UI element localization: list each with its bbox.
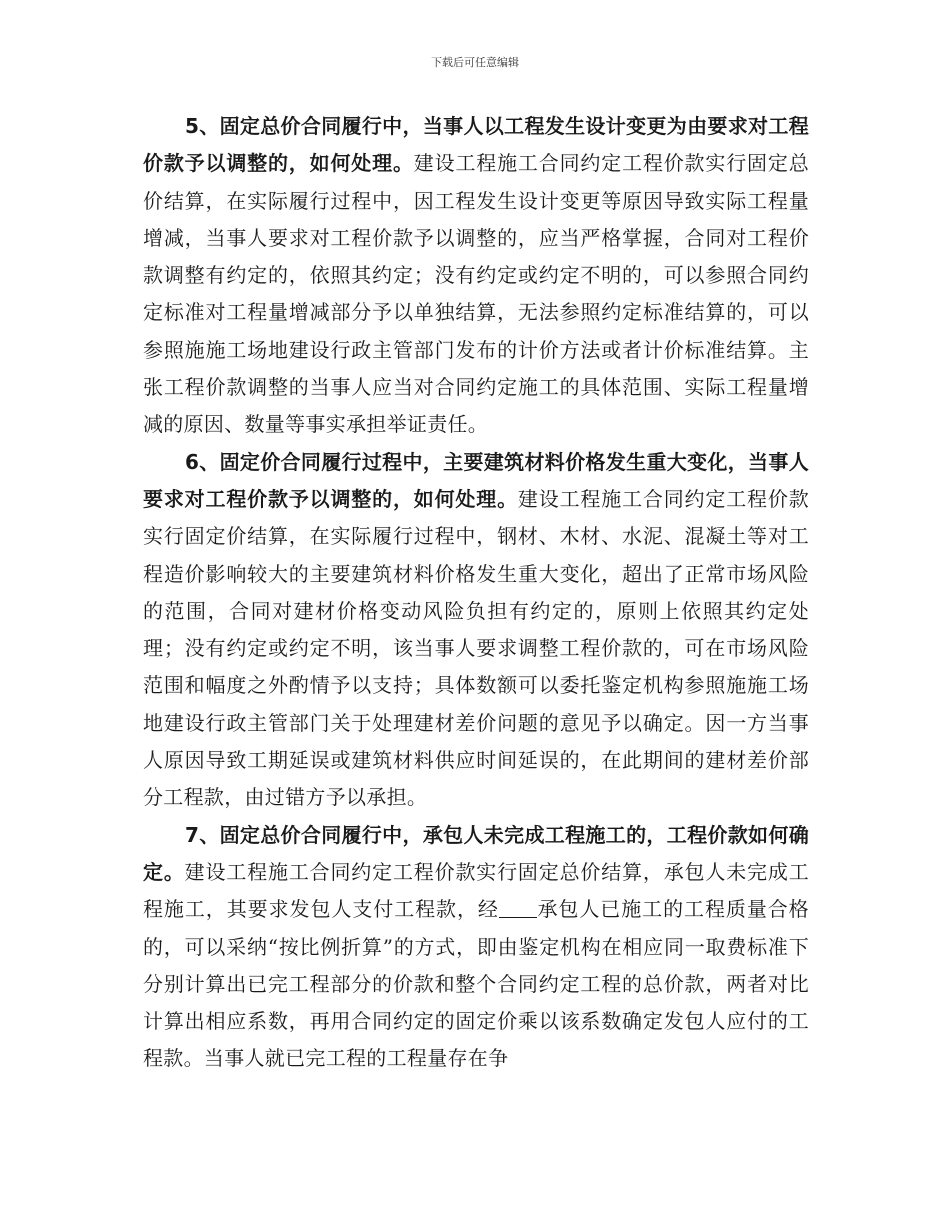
- paragraph-section-7: [143, 817, 809, 1078]
- document-body: [143, 108, 809, 1078]
- section-7-heading: 7、固定总价合同履行中，承包人未完成工程施工的，工程价款如何确定。: [143, 822, 809, 884]
- section-7-body-part-2: 承包人已施工的工程质量合格的，可以采纳“按比例折算”的方式，即由鉴定机构在相应同一取费标准下分别计算出已完工程部分的价款和整个合同约定工程的总价款，两者对比计算出相应系数，再用合同约定的固定价乘以该系数确定发包人应付的工程款。当事人就已完工程的工程量存在争: [143, 897, 809, 1071]
- section-6-heading: 6、固定价合同履行过程中，主要建筑材料价格发生重大变化，当事人要求对工程价款予以调整的，如何处理。: [143, 449, 809, 511]
- page-header: 下载后可任意编辑: [431, 56, 519, 69]
- section-7-body-part-1: 建设工程施工合同约定工程价款实行固定总价结算，承包人未完成工程施工，其要求发包人支付工程款，经: [143, 859, 810, 922]
- section-6-body: 建设工程施工合同约定工程价款实行固定价结算，在实际履行过程中，钢材、木材、水泥、混凝土等对工程造价影响较大的主要建筑材料价格发生重大变化，超出了正常市场风险的范围，合同对建材价格变动风险负担有约定的，原则上依照其约定处理；没有约定或约定不明，该当事人要求调整工程价款的，可在市场风险范围和幅度之外酌情予以支持；具体数额可以委托鉴定机构参照施施工场地建设行政主管部门关于处理建材差价问题的意见予以确定。因一方当事人原因导致工期延误或建筑材料供应时间延误的，在此期间的建材差价部分工程款，由过错方予以承担。: [143, 486, 809, 810]
- section-5-body: 建设工程施工合同约定工程价款实行固定总价结算，在实际履行过程中，因工程发生设计变更等原因导致实际工程量增减，当事人要求对工程价款予以调整的，应当严格掌握，合同对工程价款调整有约定的，依照其约定；没有约定或约定不明的，可以参照合同约定标准对工程量增减部分予以单独结算，无法参照约定标准结算的，可以参照施施工场地建设行政主管部门发布的计价方法或者计价标准结算。主张工程价款调整的当事人应当对合同约定施工的具体范围、实际工程量增减的原因、数量等事实承担举证责任。: [143, 151, 809, 437]
- section-5-heading: 5、固定总价合同履行中，当事人以工程发生设计变更为由要求对工程价款予以调整的，如何处理。: [143, 114, 809, 176]
- paragraph-section-6: [143, 444, 809, 817]
- fill-in-blank: [499, 897, 537, 918]
- paragraph-section-5: [143, 108, 809, 444]
